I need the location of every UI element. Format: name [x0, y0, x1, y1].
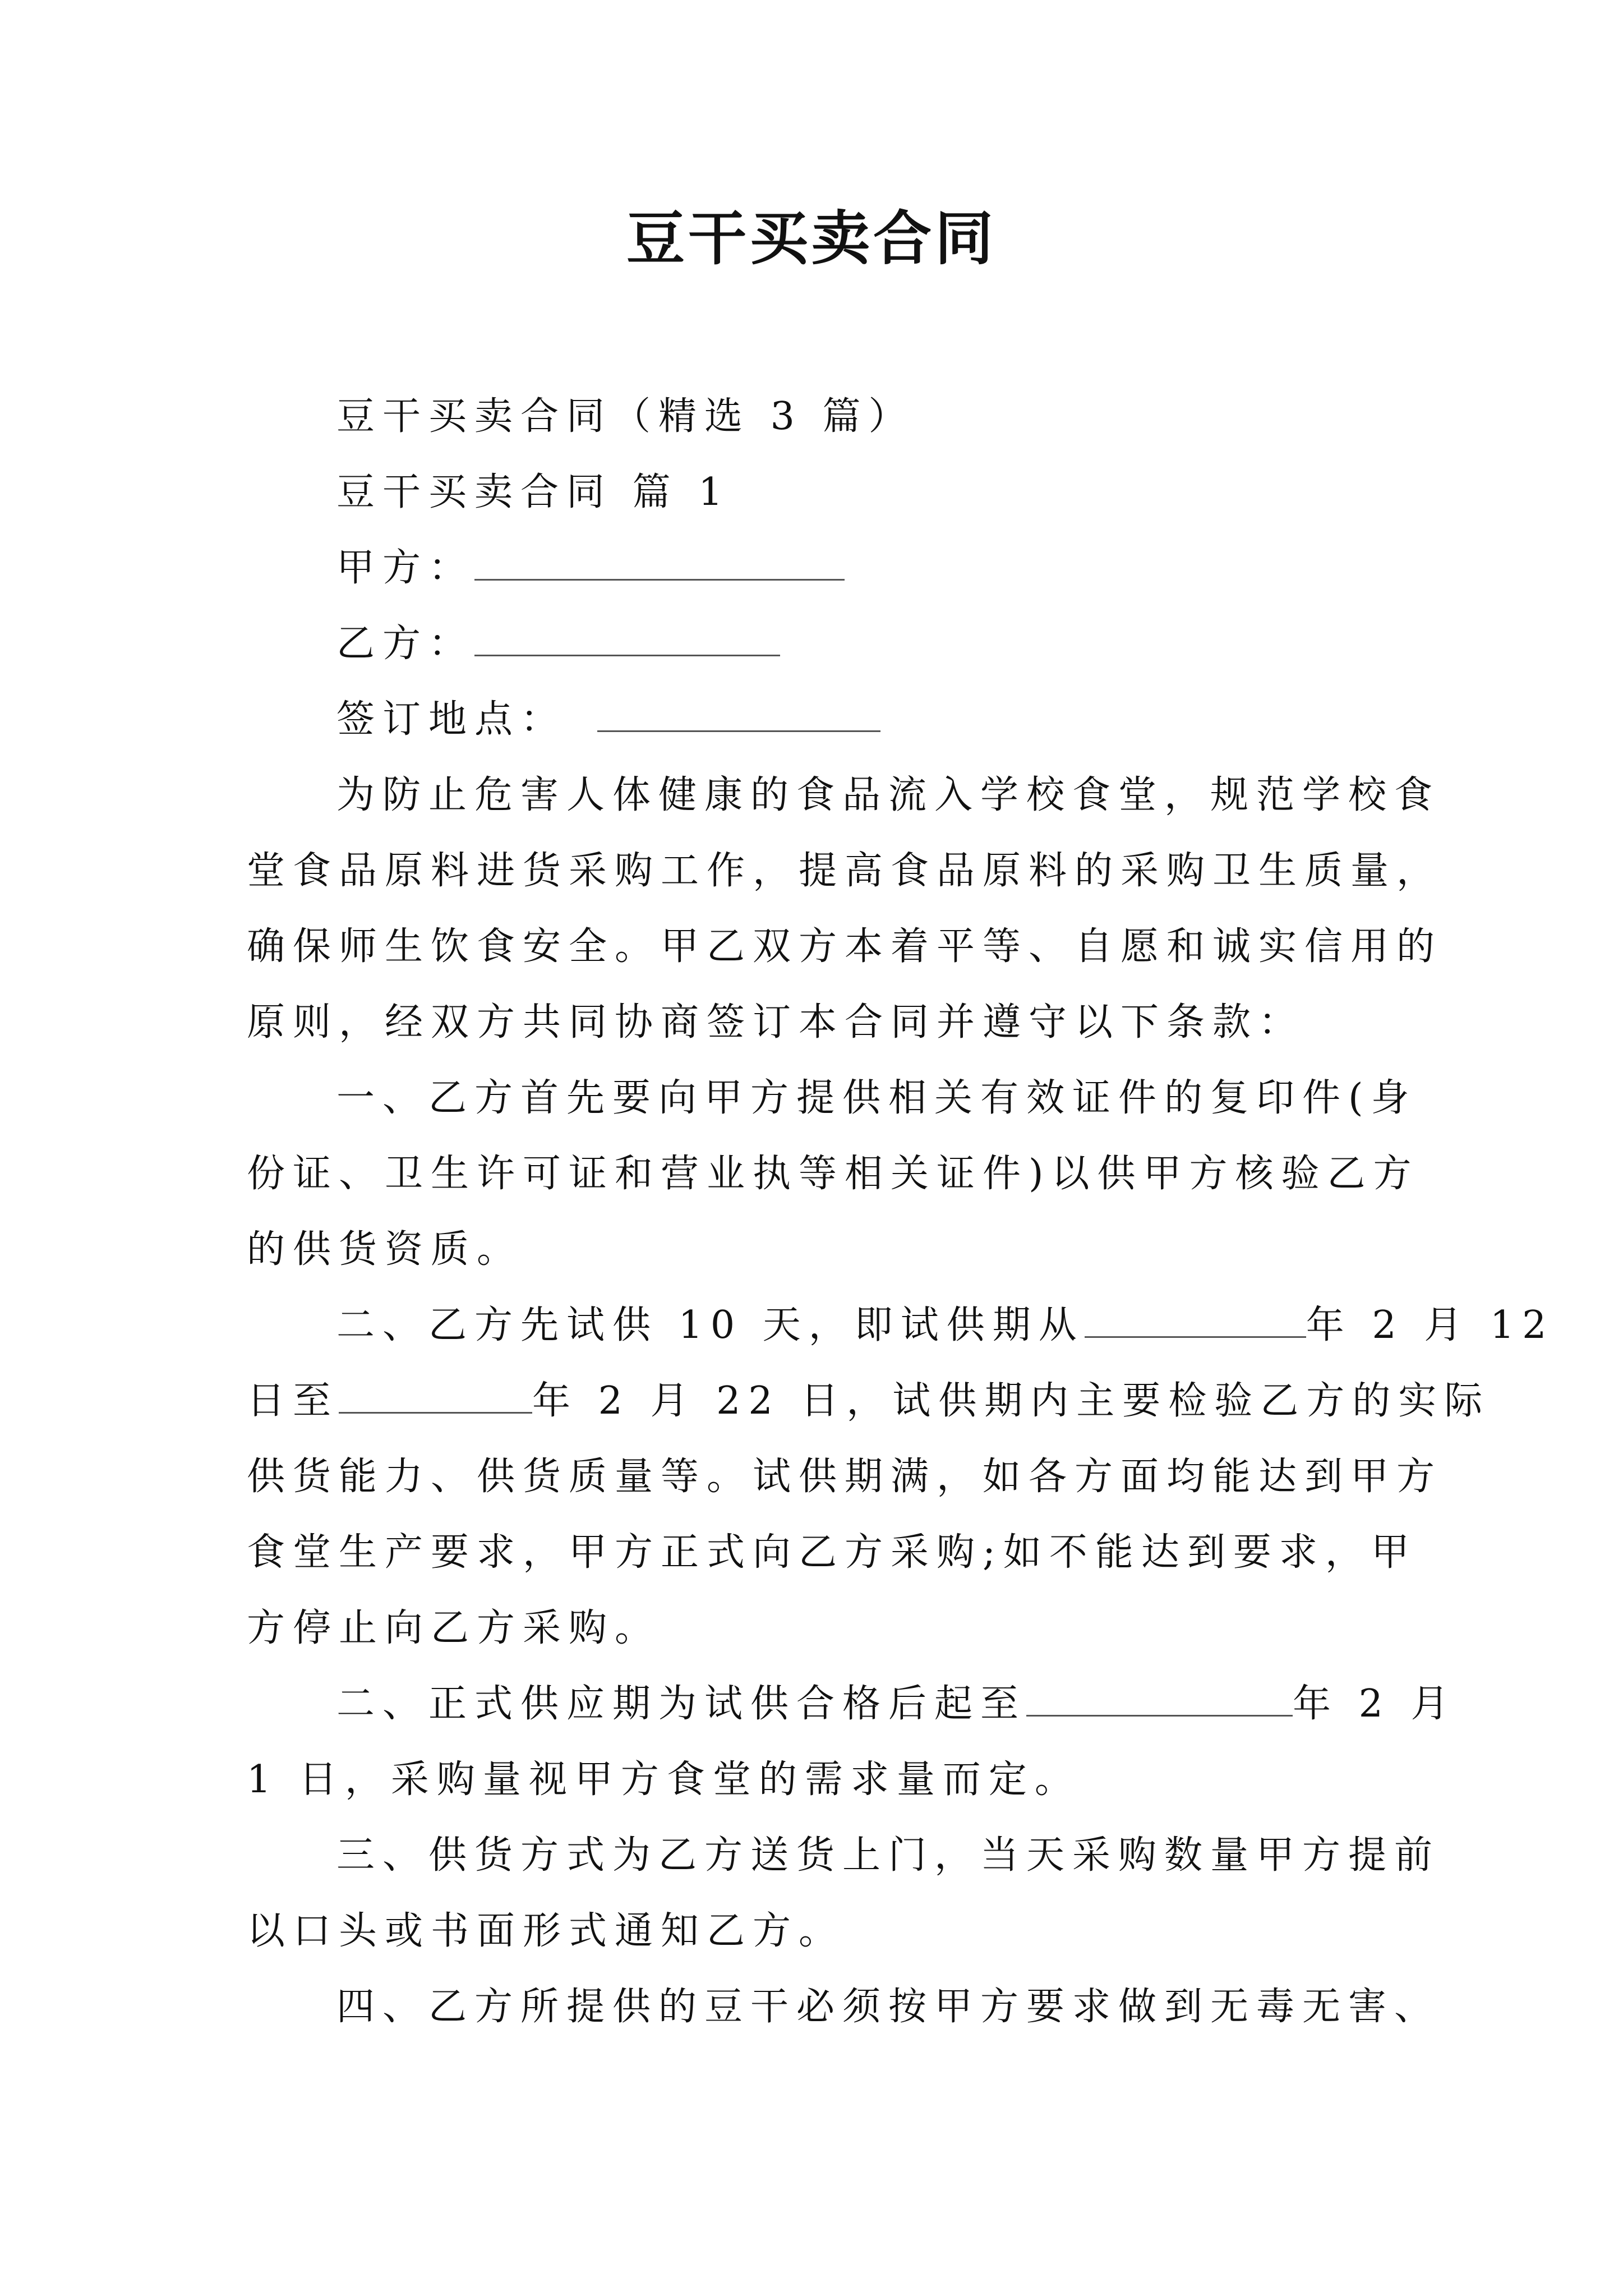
party-b-blank[interactable]	[474, 620, 780, 656]
section-heading: 豆干买卖合同 篇 1	[336, 470, 731, 514]
clause-2b-line	[336, 1677, 1457, 1731]
clause-4-line: 四、乙方所提供的豆干必须按甲方要求做到无毒无害、	[336, 1985, 1441, 2029]
clause-1-line: 一、乙方首先要向甲方提供相关有效证件的复印件(身	[336, 1076, 1417, 1120]
party-a-blank[interactable]	[474, 544, 845, 581]
clause-2-text: 年 2 月 12	[1306, 1303, 1555, 1347]
trial-end-year-blank[interactable]	[339, 1377, 532, 1414]
clause-1-line: 份证、卫生许可证和营业执等相关证件)以供甲方核验乙方	[247, 1152, 1419, 1196]
clause-2-line: 食堂生产要求，甲方正式向乙方采购;如不能达到要求，甲	[247, 1530, 1417, 1575]
party-b-row	[336, 617, 780, 671]
clause-1-line: 的供货资质。	[247, 1227, 523, 1272]
intro-line: 为防止危害人体健康的食品流入学校食堂，规范学校食	[336, 773, 1441, 817]
sign-place-label: 签订地点：	[336, 697, 567, 742]
party-b-label: 乙方：	[336, 622, 475, 666]
intro-line: 堂食品原料进货采购工作，提高食品原料的采购卫生质量，	[247, 849, 1443, 893]
clause-2b-text: 二、正式供应期为试供合格后起至	[336, 1682, 1027, 1726]
clause-2-line	[336, 1299, 1554, 1352]
clause-2-line: 供货能力、供货质量等。试供期满，如各方面均能达到甲方	[247, 1455, 1443, 1499]
clause-2b-line: 1 日，采购量视甲方食堂的需求量而定。	[247, 1757, 1081, 1802]
intro-line: 确保师生饮食安全。甲乙双方本着平等、自愿和诚实信用的	[247, 924, 1443, 969]
party-a-label: 甲方：	[336, 546, 475, 590]
clause-3-line: 三、供货方式为乙方送货上门，当天采购数量甲方提前	[336, 1833, 1441, 1878]
clause-2b-text: 年 2 月	[1293, 1682, 1457, 1726]
clause-3-line: 以口头或书面形式通知乙方。	[247, 1909, 845, 1953]
sign-place-row	[336, 693, 880, 747]
clause-2-text: 日至	[247, 1379, 339, 1423]
supply-end-year-blank[interactable]	[1026, 1680, 1293, 1717]
sign-place-blank[interactable]	[597, 696, 880, 732]
document-subtitle: 豆干买卖合同（精选 3 篇）	[336, 394, 915, 439]
intro-line: 原则，经双方共同协商签订本合同并遵守以下条款：	[247, 1000, 1305, 1045]
clause-2-text: 二、乙方先试供 10 天，即试供期从	[336, 1303, 1085, 1347]
clause-2-line: 方停止向乙方采购。	[247, 1606, 661, 1650]
trial-start-year-blank[interactable]	[1085, 1301, 1306, 1338]
clause-2-line	[247, 1374, 1490, 1428]
document-title: 豆干买卖合同	[626, 204, 997, 273]
clause-2-text: 年 2 月 22 日，试供期内主要检验乙方的实际	[532, 1379, 1491, 1423]
party-a-row	[336, 541, 845, 595]
